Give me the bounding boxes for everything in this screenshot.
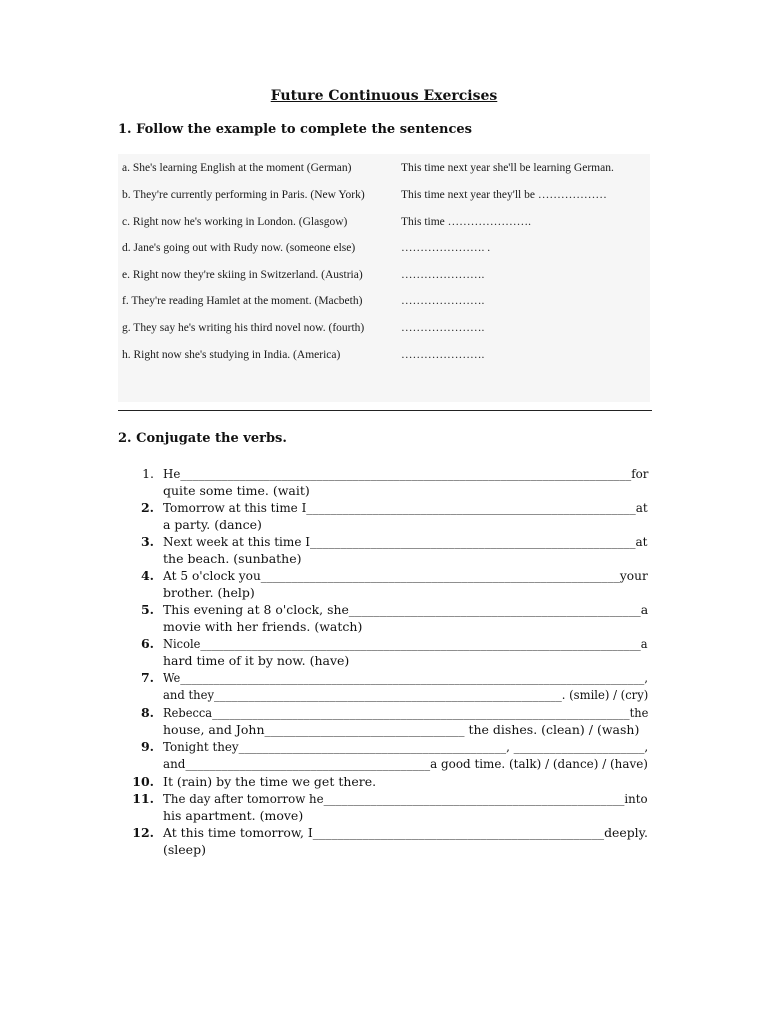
item-line: It (rain) by the time we get there.	[163, 774, 377, 789]
example-prompt: g. They say he's writing his third novel now. (fourth)	[122, 322, 365, 334]
item-number: 6.	[140, 636, 154, 651]
item-line: At 5 o'clock you___________________________________________________________your	[163, 568, 648, 583]
item-line: and they____________________________________________________________. (smile) / (cry)	[163, 687, 649, 702]
example-row	[118, 242, 650, 262]
item-line: He____________________________________________________________________________for	[163, 466, 649, 481]
item-number: 12.	[132, 825, 154, 840]
item-number: 10.	[132, 774, 154, 789]
section-1-heading: 1. Follow the example to complete the sentences	[118, 122, 473, 137]
example-row	[118, 322, 650, 342]
item-line: hard time of it by now. (have)	[163, 653, 350, 668]
example-answer: ………………….	[401, 295, 485, 307]
example-sentences-scan	[118, 154, 650, 402]
page-title: Future Continuous Exercises	[270, 88, 498, 104]
item-line: Rebecca_________________________________________________________________________the	[163, 705, 649, 720]
example-row	[118, 269, 650, 289]
item-number: 7.	[140, 670, 154, 685]
example-row	[118, 216, 650, 236]
example-prompt: e. Right now they're skiing in Switzerland. (Austria)	[122, 269, 363, 281]
item-line: brother. (help)	[163, 585, 255, 600]
item-number: 9.	[140, 739, 154, 754]
example-prompt: d. Jane's going out with Rudy now. (someone else)	[122, 242, 356, 254]
item-line: Tomorrow at this time I_______________________________________________________at	[163, 500, 648, 515]
item-line: Tonight they_____________________________________________, ______________________,	[163, 739, 649, 754]
item-line: house, and John________________________________ the dishes. (clean) / (wash)	[163, 722, 640, 737]
example-prompt: f. They're reading Hamlet at the moment. (Macbeth)	[122, 295, 363, 307]
item-line: This evening at 8 o'clock, she_______________________________________________a	[163, 602, 649, 617]
example-answer: This time next year they'll be ………………	[401, 189, 607, 201]
example-answer: ………………….	[401, 269, 485, 281]
example-answer: …………………. .	[401, 242, 491, 254]
item-line: Nicole_____________________________________________________________________________a	[163, 636, 648, 651]
example-row	[118, 189, 650, 209]
item-line: a party. (dance)	[163, 517, 262, 532]
item-number: 4.	[140, 568, 154, 583]
item-line: Next week at this time I______________________________________________________at	[163, 534, 648, 549]
item-line: the beach. (sunbathe)	[163, 551, 302, 566]
item-line: The day after tomorrow he___________________________________________________into	[163, 791, 648, 806]
item-number: 1.	[142, 466, 154, 481]
item-number: 11.	[132, 791, 154, 806]
item-number: 3.	[140, 534, 154, 549]
section-divider	[118, 410, 652, 411]
example-row	[118, 349, 650, 369]
example-answer: ………………….	[401, 322, 485, 334]
example-prompt: h. Right now she's studying in India. (America)	[122, 349, 341, 361]
example-row	[118, 162, 650, 182]
example-row	[118, 295, 650, 315]
example-prompt: b. They're currently performing in Paris. (New York)	[122, 189, 365, 201]
item-line: and_________________________________________a good time. (talk) / (dance) / (have)	[163, 756, 648, 771]
item-number: 5.	[140, 602, 154, 617]
item-line: (sleep)	[163, 842, 206, 857]
item-line: We___________________________________________________________________________________,	[163, 670, 648, 685]
item-line: his apartment. (move)	[163, 808, 304, 823]
item-line: quite some time. (wait)	[163, 483, 310, 498]
item-number: 8.	[140, 705, 154, 720]
section-2-heading: 2. Conjugate the verbs.	[118, 431, 287, 446]
item-line: movie with her friends. (watch)	[163, 619, 363, 634]
example-prompt: c. Right now he's working in London. (Glasgow)	[122, 216, 348, 228]
example-answer: ………………….	[401, 349, 485, 361]
item-number: 2.	[140, 500, 154, 515]
example-answer: This time next year she'll be learning German.	[401, 162, 614, 174]
example-prompt: a. She's learning English at the moment (German)	[122, 162, 352, 174]
item-line: At this time tomorrow, I_______________________________________________deeply.	[163, 825, 648, 840]
example-answer: This time ………………….	[401, 216, 532, 228]
